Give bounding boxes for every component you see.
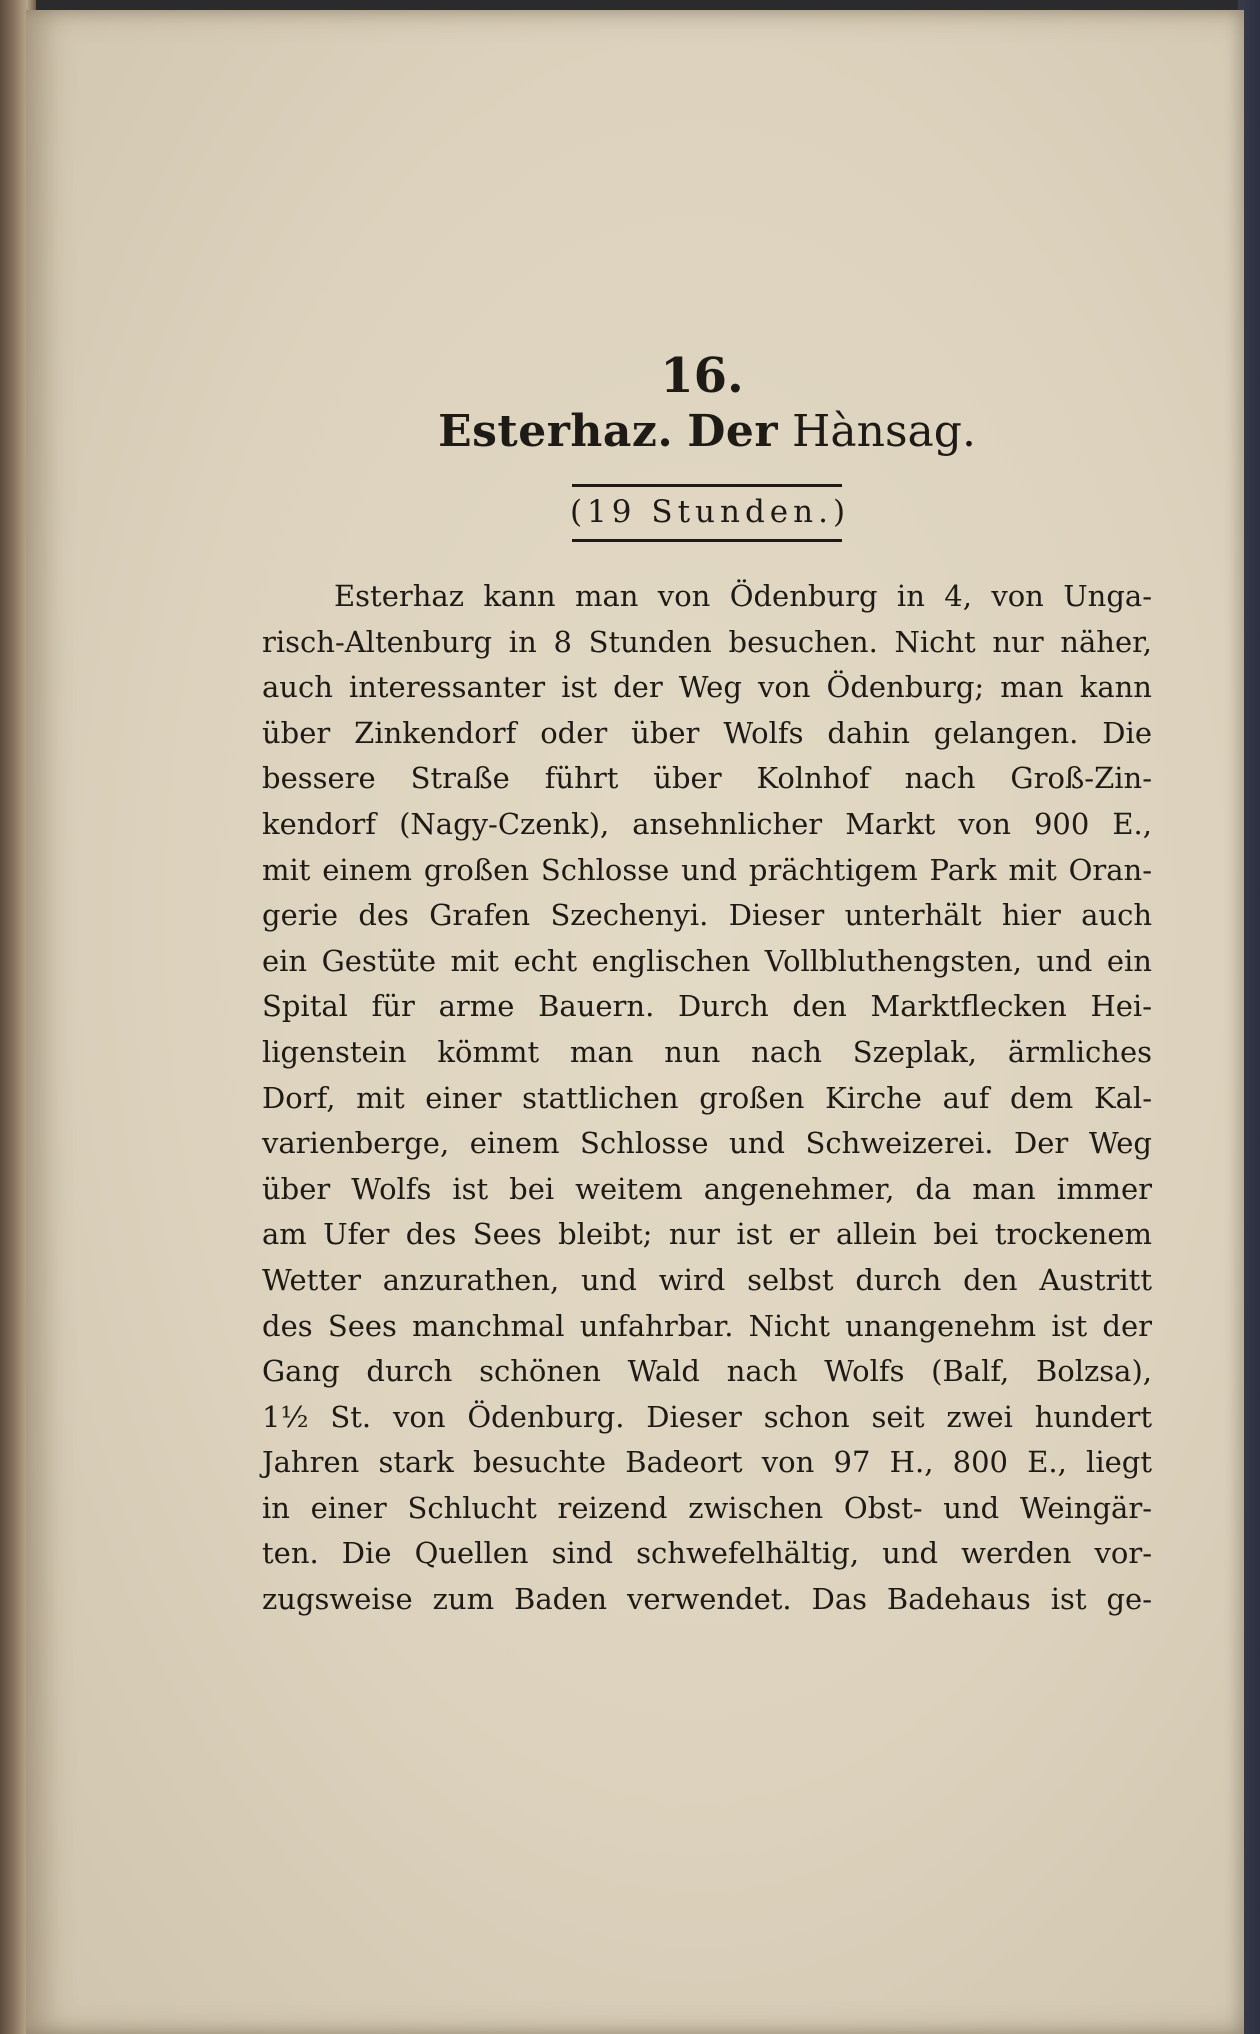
text-line: ten. Die Quellen sind schwefelhältig, und werden vor- (262, 1536, 1152, 1571)
text-line: gerie des Grafen Szechenyi. Dieser unterhält hier auch (262, 898, 1152, 933)
chapter-title-esterhaz: Esterhaz. (438, 406, 674, 457)
text-line: Esterhaz kann man von Ödenburg in 4, von Unga- (334, 579, 1152, 613)
text-line: Wetter anzurathen, und wird selbst durch den Austritt (262, 1262, 1152, 1297)
text-line: Spital für arme Bauern. Durch den Marktflecken Hei- (262, 989, 1152, 1024)
text-line: in einer Schlucht reizend zwischen Obst- und Weingär- (262, 1490, 1152, 1525)
page-content (262, 350, 1152, 1623)
text-line: Jahren stark besuchte Badeort von 97 H., 800 E., liegt (262, 1445, 1152, 1480)
text-line: Gang durch schönen Wald nach Wolfs (Balf, Bolzsa), (262, 1354, 1152, 1389)
body-paragraph (262, 574, 1152, 1623)
chapter-title (262, 402, 1152, 462)
text-line: mit einem großen Schlosse und prächtigem Park mit Oran- (262, 852, 1152, 887)
chapter-title-hansag: Hànsag. (792, 406, 976, 457)
text-line: bessere Straße führt über Kolnhof nach Groß-Zin- (262, 761, 1152, 796)
chapter-title-der: Der (687, 406, 779, 457)
chapter-number: 16. (660, 348, 744, 404)
text-line: ligenstein kömmt man nun nach Szeplak, ärmliches (262, 1034, 1152, 1069)
text-line: über Wolfs ist bei weitem angenehmer, da man immer (262, 1171, 1152, 1206)
text-line: des Sees manchmal unfahrbar. Nicht unangenehm ist der (262, 1308, 1152, 1343)
text-line: kendorf (Nagy-Czenk), ansehnlicher Markt von 900 E., (262, 806, 1152, 841)
text-line: risch-Altenburg in 8 Stunden besuchen. Nicht nur näher, (262, 624, 1152, 659)
text-line: über Zinkendorf oder über Wolfs dahin gelangen. Die (262, 715, 1152, 750)
text-line: ein Gestüte mit echt englischen Vollbluthengsten, und ein (262, 943, 1152, 978)
text-line: am Ufer des Sees bleibt; nur ist er allein bei trockenem (262, 1217, 1152, 1252)
title-rule-bottom (572, 539, 842, 542)
text-line: varienberge, einem Schlosse und Schweizerei. Der Weg (262, 1126, 1152, 1161)
text-line: auch interessanter ist der Weg von Ödenburg; man kann (262, 670, 1152, 705)
chapter-duration: (19 Stunden.) (569, 494, 851, 530)
text-line: Dorf, mit einer stattlichen großen Kirche auf dem Kal- (262, 1080, 1152, 1115)
text-line: zugsweise zum Baden verwendet. Das Badehaus ist ge- (262, 1582, 1152, 1617)
text-line: 1½ St. von Ödenburg. Dieser schon seit zwei hundert (262, 1399, 1152, 1434)
